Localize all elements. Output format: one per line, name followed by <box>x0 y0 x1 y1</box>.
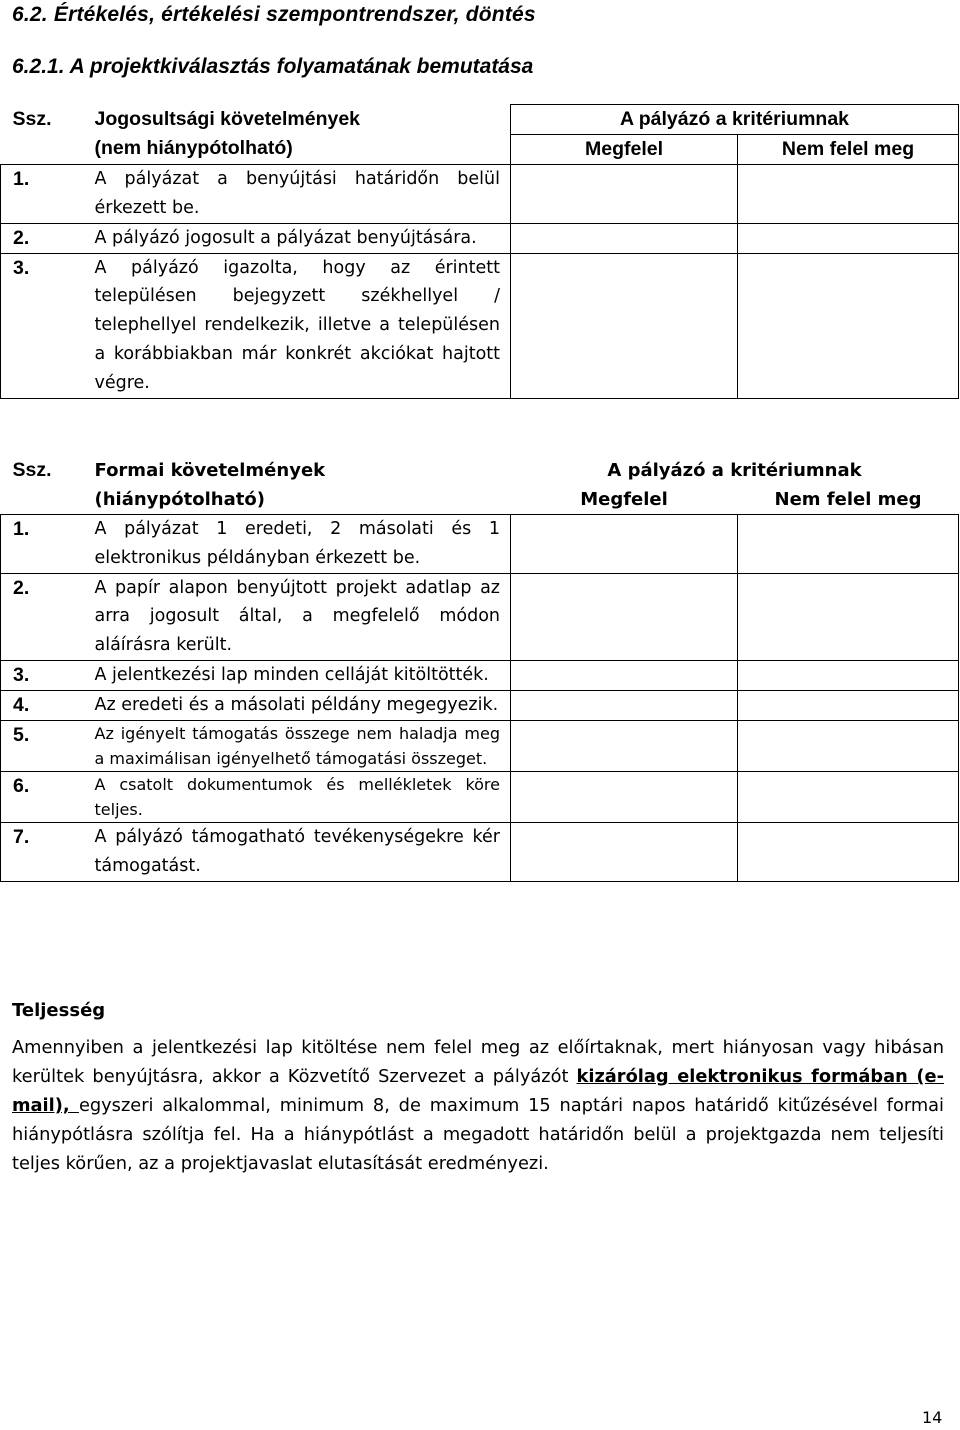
ssz-header: Ssz. <box>12 459 52 481</box>
meets-cell[interactable] <box>511 660 738 690</box>
not-meets-cell[interactable] <box>738 720 959 771</box>
not-meets-cell[interactable] <box>738 573 959 660</box>
requirement-text: A pályázó jogosult a pályázat benyújtására. <box>87 223 511 253</box>
meets-header: Megfelel <box>580 489 668 510</box>
not-meets-cell[interactable] <box>738 253 959 398</box>
meets-cell[interactable] <box>511 223 738 253</box>
subsection-heading: 6.2.1. A projektkiválasztás folyamatának bemutatása <box>12 55 534 78</box>
meets-header: Megfelel <box>511 135 738 165</box>
meets-cell[interactable] <box>511 771 738 822</box>
requirement-text: Az eredeti és a másolati példány megegyezik. <box>87 690 511 720</box>
requirement-text: A papír alapon benyújtott projekt adatlap az arra jogosult által, a megfelelő módon aláírásra került. <box>87 573 511 660</box>
not-meets-header: Nem felel meg <box>774 489 922 510</box>
meets-cell[interactable] <box>511 165 738 224</box>
row-number: 3. <box>1 253 87 398</box>
row-number: 1. <box>1 165 87 224</box>
requirement-text: A csatolt dokumentumok és mellékletek köre teljes. <box>87 771 511 822</box>
requirements-header: Formai követelmények (hiánypótolható) <box>94 460 326 510</box>
not-meets-cell[interactable] <box>738 822 959 881</box>
ssz-header: Ssz. <box>12 107 52 130</box>
meets-cell[interactable] <box>511 515 738 574</box>
formal-table <box>0 456 959 882</box>
requirements-header: Jogosultsági követelmények (nem hiánypótolható) <box>94 107 361 159</box>
requirement-text: A pályázó igazolta, hogy az érintett településen bejegyzett székhellyel / telephellyel rendelkezik, illetve a településen a korábbiakban már konkrét akciókat hajtott végre. <box>87 253 511 398</box>
completeness-paragraph: Amennyiben a jelentkezési lap kitöltése nem felel meg az előírtaknak, mert hiányosan vagy hibásan kerültek benyújtásra, akkor a Közvetítő Szervezet a pályázót kizárólag elektronikus formában (e-mail), egyszeri alkalommal, minimum 8, de maximum 15 naptári napos határidő kitűzésével formai hiánypótlásra szólítja fel. Ha a hiánypótlást a megadott határidőn belül a projektgazda nem teljesíti teljes körűen, az a projektjavaslat elutasítását eredményezi. <box>12 1037 944 1174</box>
requirement-text: A jelentkezési lap minden celláját kitöltötték. <box>87 660 511 690</box>
meets-cell[interactable] <box>511 573 738 660</box>
row-number: 3. <box>1 660 87 690</box>
not-meets-cell[interactable] <box>738 515 959 574</box>
requirement-text: Az igényelt támogatás összege nem haladja meg a maximálisan igényelhető támogatási összeget. <box>87 720 511 771</box>
electronic-only-emphasis: kizárólag elektronikus formában (e-mail), <box>12 1066 944 1116</box>
eligibility-table <box>0 104 959 399</box>
row-number: 5. <box>1 720 87 771</box>
row-number: 1. <box>1 515 87 574</box>
not-meets-cell[interactable] <box>738 223 959 253</box>
not-meets-cell[interactable] <box>738 690 959 720</box>
not-meets-header: Nem felel meg <box>738 135 959 165</box>
criteria-header: A pályázó a kritériumnak <box>511 105 959 135</box>
requirement-text: A pályázat a benyújtási határidőn belül érkezett be. <box>87 165 511 224</box>
requirement-text: A pályázó támogatható tevékenységekre kér támogatást. <box>87 822 511 881</box>
row-number: 7. <box>1 822 87 881</box>
criteria-header: A pályázó a kritériumnak <box>607 460 862 481</box>
row-number: 6. <box>1 771 87 822</box>
requirement-text: A pályázat 1 eredeti, 2 másolati és 1 elektronikus példányban érkezett be. <box>87 515 511 574</box>
meets-cell[interactable] <box>511 720 738 771</box>
row-number: 4. <box>1 690 87 720</box>
meets-cell[interactable] <box>511 822 738 881</box>
not-meets-cell[interactable] <box>738 165 959 224</box>
section-heading: 6.2. Értékelés, értékelési szempontrendszer, döntés <box>12 3 536 26</box>
meets-cell[interactable] <box>511 690 738 720</box>
meets-cell[interactable] <box>511 253 738 398</box>
row-number: 2. <box>1 573 87 660</box>
row-number: 2. <box>1 223 87 253</box>
not-meets-cell[interactable] <box>738 660 959 690</box>
completeness-heading: Teljesség <box>12 1000 106 1021</box>
page-number: 14 <box>922 1408 943 1427</box>
not-meets-cell[interactable] <box>738 771 959 822</box>
